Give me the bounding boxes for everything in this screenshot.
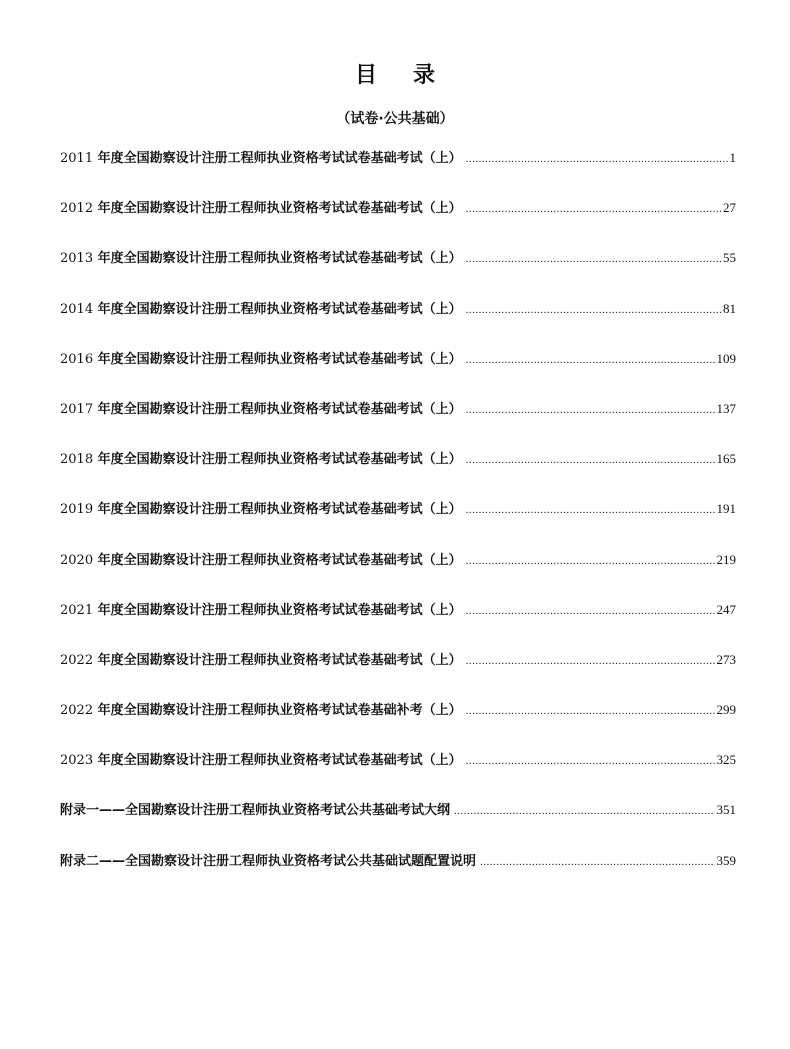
toc-entry-year: 2022 — [60, 652, 94, 668]
toc-entry[interactable] — [60, 297, 736, 347]
toc-entry-page: 325 — [716, 752, 736, 768]
toc-entry-text: 年度全国勘察设计注册工程师执业资格考试试卷基础考试（上） — [97, 401, 462, 417]
toc-entry-text: 年度全国勘察设计注册工程师执业资格考试试卷基础考试（上） — [97, 301, 462, 317]
dot-leader — [466, 498, 715, 522]
dot-leader — [466, 147, 728, 171]
toc-entry-page: 137 — [716, 400, 736, 416]
toc-entry-text: 附录二——全国勘察设计注册工程师执业资格考试公共基础试题配置说明 — [60, 853, 477, 869]
toc-entry-page: 247 — [716, 601, 736, 617]
toc-entry[interactable] — [60, 648, 736, 698]
toc-entry[interactable] — [60, 748, 736, 798]
toc-entry-title — [60, 649, 462, 673]
toc-entry-text: 年度全国勘察设计注册工程师执业资格考试试卷基础考试（上） — [97, 652, 462, 668]
toc-entry-page: 359 — [716, 852, 736, 868]
toc-entry[interactable] — [60, 497, 736, 547]
dot-leader — [466, 649, 715, 673]
toc-entry-title — [60, 398, 462, 422]
dot-leader — [466, 749, 715, 773]
toc-entry-year: 2022 — [60, 703, 94, 719]
toc-entry-page: 55 — [723, 250, 736, 266]
toc-entry-title — [60, 549, 462, 573]
toc-entry-page: 165 — [716, 451, 736, 467]
toc-entry-title — [60, 147, 462, 171]
toc-entry-title — [60, 348, 462, 372]
toc-entry-title — [60, 850, 476, 874]
toc-entry-text: 年度全国勘察设计注册工程师执业资格考试试卷基础考试（上） — [97, 201, 462, 217]
toc-entry-year: 2018 — [60, 452, 94, 468]
dot-leader — [466, 549, 715, 573]
toc-entry-text: 年度全国勘察设计注册工程师执业资格考试试卷基础考试（上） — [97, 452, 462, 468]
toc-entry-text: 年度全国勘察设计注册工程师执业资格考试试卷基础考试（上） — [97, 502, 462, 518]
toc-entry[interactable] — [60, 447, 736, 497]
toc-entry-year: 2021 — [60, 602, 94, 618]
toc-entry-page: 109 — [716, 350, 736, 366]
dot-leader — [466, 599, 715, 623]
page-title: 目录 — [354, 63, 471, 88]
dot-leader — [466, 398, 715, 422]
toc-entry-text: 年度全国勘察设计注册工程师执业资格考试试卷基础考试（上） — [97, 351, 462, 367]
toc-entry-year: 2012 — [60, 201, 94, 217]
toc-entry-year: 2011 — [60, 151, 94, 166]
dot-leader — [466, 197, 721, 221]
toc-entry-page: 27 — [723, 200, 736, 216]
toc-entry-page: 273 — [716, 651, 736, 667]
toc-entry-year: 2017 — [60, 401, 94, 417]
toc-entry-page: 219 — [716, 551, 736, 567]
toc-entry-page: 299 — [716, 702, 736, 718]
toc-entry-page: 81 — [723, 300, 736, 316]
toc-entry-text: 年度全国勘察设计注册工程师执业资格考试试卷基础考试（上） — [97, 251, 462, 267]
toc-entry-title — [60, 197, 462, 221]
toc-entry[interactable] — [60, 146, 736, 196]
toc-entry[interactable] — [60, 698, 736, 748]
toc-entry-year: 2023 — [60, 753, 94, 769]
toc-entry-page: 351 — [716, 802, 736, 818]
toc-entry-title — [60, 799, 450, 823]
toc-entry[interactable] — [60, 397, 736, 447]
toc-entry-title — [60, 699, 462, 723]
toc-entry-year: 2019 — [60, 502, 94, 518]
toc-entry[interactable] — [60, 798, 736, 848]
dot-leader — [466, 247, 721, 271]
toc-entry-year: 2014 — [60, 301, 94, 317]
toc-entry-year: 2016 — [60, 351, 94, 367]
toc-entry-year: 2013 — [60, 251, 94, 267]
dot-leader — [466, 348, 715, 372]
table-of-contents — [60, 146, 736, 899]
dot-leader — [454, 799, 714, 823]
dot-leader — [466, 699, 715, 723]
toc-entry[interactable] — [60, 598, 736, 648]
toc-entry-title — [60, 498, 462, 522]
toc-entry-text: 年度全国勘察设计注册工程师执业资格考试试卷基础考试（上） — [97, 552, 462, 568]
toc-entry-text: 年度全国勘察设计注册工程师执业资格考试试卷基础考试（上） — [97, 151, 462, 166]
page-subtitle: （试卷·公共基础） — [336, 111, 454, 127]
dot-leader — [466, 298, 721, 322]
toc-entry[interactable] — [60, 196, 736, 246]
toc-entry-title — [60, 749, 462, 773]
toc-entry-title — [60, 448, 462, 472]
toc-entry[interactable] — [60, 246, 736, 296]
toc-entry-title — [60, 599, 462, 623]
toc-entry-text: 年度全国勘察设计注册工程师执业资格考试试卷基础考试（上） — [97, 602, 462, 618]
toc-entry-page: 1 — [729, 150, 736, 165]
toc-entry-text: 年度全国勘察设计注册工程师执业资格考试试卷基础考试（上） — [97, 753, 462, 769]
toc-entry-title — [60, 247, 462, 271]
dot-leader — [466, 448, 715, 472]
toc-entry[interactable] — [60, 347, 736, 397]
toc-entry-year: 2020 — [60, 552, 94, 568]
toc-entry-text: 附录一——全国勘察设计注册工程师执业资格考试公共基础考试大纲 — [60, 803, 451, 819]
toc-entry[interactable] — [60, 548, 736, 598]
toc-entry-page: 191 — [716, 501, 736, 517]
toc-entry[interactable] — [60, 849, 736, 899]
toc-entry-text: 年度全国勘察设计注册工程师执业资格考试试卷基础补考（上） — [97, 703, 462, 719]
toc-entry-title — [60, 298, 462, 322]
dot-leader — [480, 850, 714, 874]
